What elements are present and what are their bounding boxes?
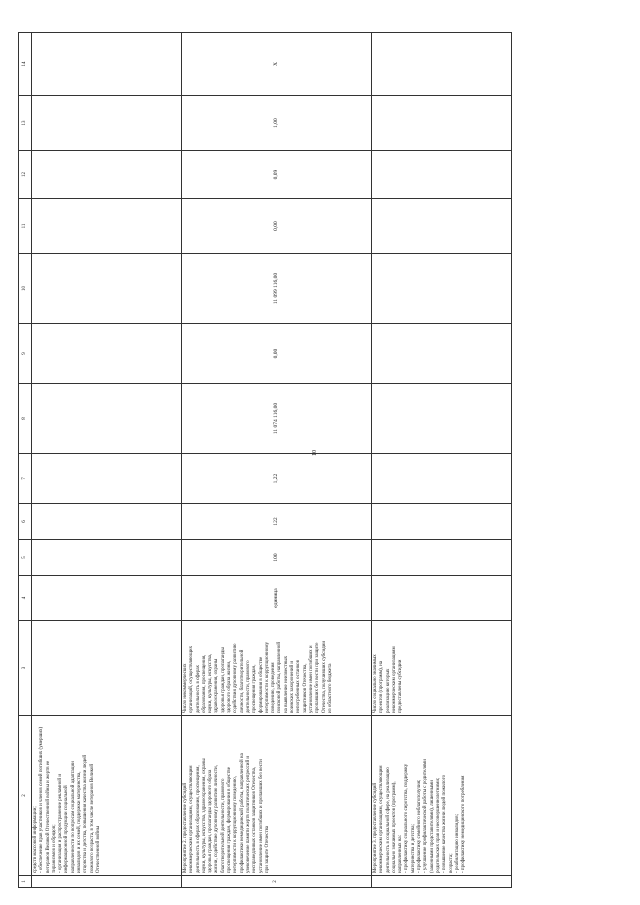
cell-col-5 [372, 540, 512, 576]
text-line: некоммерческим организациям, осуществляющим [189, 765, 195, 873]
column-header-8: 8 [19, 384, 32, 454]
cell-col-14 [372, 33, 512, 96]
cell-col-6: 122 [182, 504, 372, 540]
text-line: реализацию которых [385, 668, 391, 713]
text-line: инвалидов и их семей, поддержки материнства, [77, 771, 83, 873]
cell-col-14: X [182, 33, 372, 96]
cell-col-6 [372, 504, 512, 540]
text-line: Число некоммерческих [183, 663, 188, 713]
cell-col-10 [32, 254, 182, 324]
cell-col-8 [32, 384, 182, 454]
header-row [19, 33, 32, 888]
column-header-13: 13 [19, 96, 32, 151]
cell-col-6 [32, 504, 182, 540]
text-line: непогребенных останков [296, 659, 302, 713]
text-line: возраста; [448, 853, 454, 873]
cell-col-9: 0,00 [182, 324, 372, 384]
column-header-14: 14 [19, 33, 32, 96]
cell-col-4 [372, 576, 512, 621]
text-line: образования, просвещения, [201, 654, 207, 713]
text-line: благотворительной деятельности, правового [220, 778, 226, 873]
cell-col-4 [32, 576, 182, 621]
text-line: здравоохранения, охраны [214, 658, 220, 713]
text-line: науки, культуры, искусства, [208, 653, 214, 713]
text-line: на выявление неизвестных [283, 655, 289, 713]
text-line: деятельность в сферах образования, просвещения, [195, 765, 201, 873]
cell-col-5 [32, 540, 182, 576]
column-header-1: 1 [19, 876, 32, 888]
text-line: отцовства и детства, повышения качества жизни людей [83, 754, 89, 873]
text-line: - профилактику семейного неблагополучия; [417, 779, 423, 873]
text-line: установление имен погибших и пропавших без вести [258, 759, 264, 873]
text-line: пропавших без вести при защите [315, 642, 321, 713]
text-line: Мероприятие 3. предоставление субсидий [373, 782, 378, 873]
cell-col-4: единица [182, 576, 372, 621]
row-index: 2 [182, 876, 372, 888]
text-line: организаций, осуществляющих [189, 645, 195, 713]
cell-col-11 [372, 199, 512, 254]
text-line: - профилактику социального сиротства, поддержку [404, 763, 410, 873]
text-line: личности, благотворительной [239, 649, 245, 713]
text-line: родительских прав и несовершеннолетними; [435, 777, 441, 873]
text-line: просвещения граждан, формирования в обществе [227, 767, 233, 873]
cell-col-8 [372, 384, 512, 454]
text-line: из областного бюджета [327, 663, 333, 713]
column-header-3: 3 [19, 621, 32, 716]
text-line: просвещения граждан, [252, 664, 258, 713]
cell-col-13 [32, 96, 182, 151]
rotated-table-sheet [18, 33, 508, 888]
cell-col-5: 100 [182, 540, 372, 576]
measure-description [182, 716, 372, 876]
text-line: материнства и детства; [410, 824, 416, 873]
text-line: тиранизмов и обрядов; [51, 824, 57, 873]
indicator-description [372, 621, 512, 716]
text-line: пожилого возраста, в том числе ветеранов Великой [89, 763, 95, 873]
indicator-description [32, 621, 182, 716]
text-line: поисковой работы, направленной [277, 641, 283, 713]
column-header-9: 9 [19, 324, 32, 384]
text-line: средств массовой информации; [33, 806, 38, 873]
column-header-4: 4 [19, 576, 32, 621]
cell-col-11: 0,00 [182, 199, 372, 254]
text-line: здоровья граждан, пропаганды [220, 647, 226, 713]
text-line: направленности по вопросам социальной адаптации [70, 761, 76, 873]
cell-col-7 [372, 454, 512, 504]
cell-col-10: 11 099 116,00 [182, 254, 372, 324]
text-line: - организация и распространение рекламной и [58, 773, 64, 873]
text-line: направленных на: [398, 835, 404, 873]
measure-description [372, 716, 512, 876]
text-line: науки, культуры, искусства, здравоохранения, охраны [201, 758, 207, 873]
cell-col-11 [32, 199, 182, 254]
text-line: предоставлены субсидии [398, 659, 404, 713]
text-line: Отечества, получивших субсидии [321, 640, 327, 713]
text-line: при защите Отечества [264, 825, 270, 873]
cell-col-9 [32, 324, 182, 384]
text-line: защитников Отечества, [302, 663, 308, 713]
text-line: социально значимых проектов (программ), [391, 781, 397, 873]
text-line: здоровья граждан, пропаганды здорового образа [208, 769, 214, 873]
column-header-12: 12 [19, 151, 32, 199]
measure-description [32, 716, 182, 876]
cell-col-14 [32, 33, 182, 96]
cell-col-13 [372, 96, 512, 151]
text-line: жизни, содействие духовному развитию личности, [214, 765, 220, 873]
text-line: - профилактику немедицинского потребления [461, 775, 467, 873]
cell-col-7 [32, 454, 182, 504]
cell-col-10 [372, 254, 512, 324]
text-line: воинских захоронений и [290, 660, 296, 713]
indicator-description [182, 621, 372, 716]
text-line: некоммерческим организациям, осуществляющим [379, 765, 385, 873]
column-header-7: 7 [19, 454, 32, 504]
text-line: деятельности, правового [245, 660, 251, 713]
column-header-6: 6 [19, 504, 32, 540]
row-index [32, 876, 182, 888]
text-line: - повышение качества жизни людей пожилого [442, 774, 448, 873]
text-line: некоммерческим организациям [391, 646, 397, 713]
text-line: содействия духовному развитию [233, 643, 239, 713]
indicators-table [18, 32, 512, 888]
row-index [372, 876, 512, 888]
text-line: - обеспечение прав участников и членов семей погибших (умерших) ветеранов Великой Отечественной войны и жертв ее [39, 726, 51, 873]
page-number: 10 [312, 450, 318, 456]
column-header-2: 2 [19, 716, 32, 876]
cell-col-12: 0,09 [182, 151, 372, 199]
column-header-5: 5 [19, 540, 32, 576]
text-line: Мероприятие 2. предоставление субсидий [183, 782, 188, 873]
cell-col-8: 11 074 116,00 [182, 384, 372, 454]
cell-col-9 [372, 324, 512, 384]
text-line: информационной продукции социальной [64, 785, 70, 873]
table-row [32, 33, 182, 888]
text-line: нетерпимости к коррупционному поведению, [233, 775, 239, 873]
text-line: деятельность в социальной сфере, на реализацию [385, 767, 391, 873]
column-header-11: 11 [19, 199, 32, 254]
text-line: - реабилитацию инвалидов; [454, 814, 460, 873]
table-row [372, 33, 512, 888]
table-row [182, 33, 372, 888]
text-line: Отечественной войны [95, 825, 101, 873]
text-line: формирования в обществе [258, 656, 264, 713]
text-line: несправедливых останков защитников Отечества, [252, 766, 258, 873]
text-line: (законными представителями), лишенными [429, 780, 435, 873]
text-line: здорового образа жизни, [227, 660, 233, 713]
cell-col-12 [372, 151, 512, 199]
text-line: нетерпимости к коррупционному [264, 641, 270, 713]
text-line: Число социально значимых [373, 654, 378, 713]
text-line: - улучшение профилактической работы с родителями [423, 759, 429, 873]
column-header-10: 10 [19, 254, 32, 324]
text-line: установление имен погибших и [308, 645, 314, 713]
text-line: деятельность в сферах [195, 664, 201, 713]
cell-col-7: 1,22 [182, 454, 372, 504]
text-line: профилактики немедицинской работы, направленной на [239, 753, 245, 873]
text-line: увековечение памяти жертв политических репрессий и [245, 755, 251, 873]
text-line: поведению, проведения [271, 662, 277, 713]
cell-col-12 [32, 151, 182, 199]
text-line: проектов (программ), на [379, 660, 385, 713]
cell-col-13: 1,00 [182, 96, 372, 151]
